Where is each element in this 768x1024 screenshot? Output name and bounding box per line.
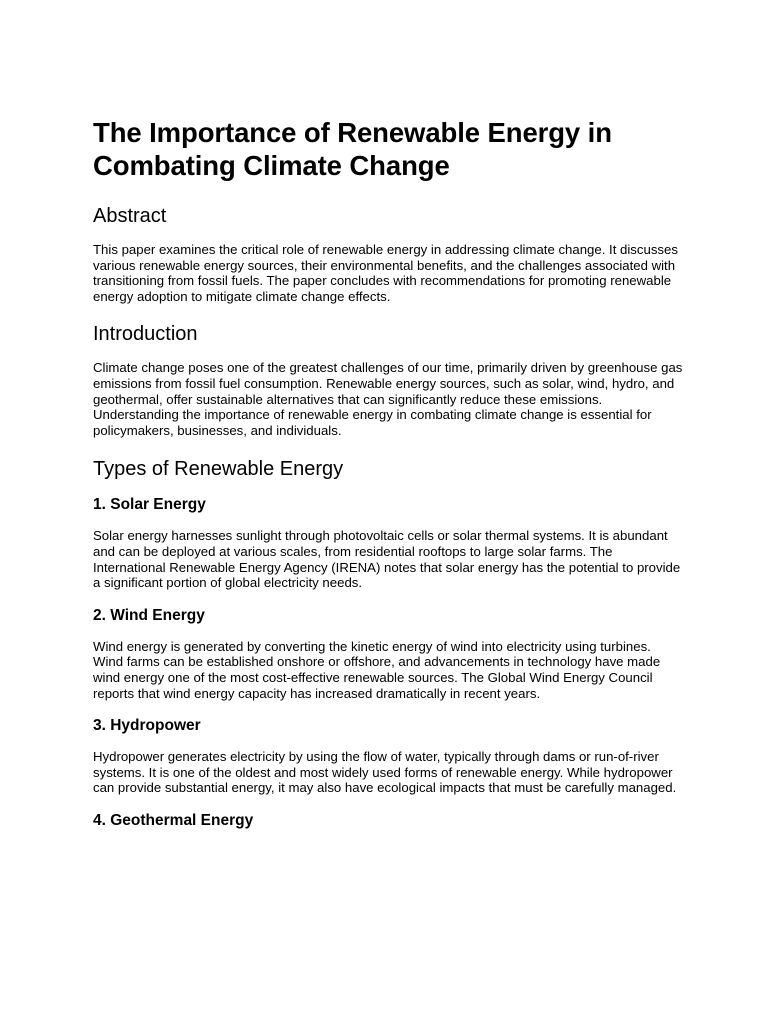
hydropower-paragraph: Hydropower generates electricity by using the flow of water, typically through dams or run-of-river systems. It is one of the oldest and most widely used forms of renewable energy. While hydropower can provide substantial energy, it may also have ecological impacts that must be carefully managed. [93, 749, 677, 796]
geothermal-energy-heading: 4. Geothermal Energy [93, 811, 254, 829]
hydropower-heading: 3. Hydropower [93, 717, 201, 735]
document-page [93, 116, 683, 830]
introduction-heading: Introduction [93, 323, 198, 346]
wind-energy-paragraph: Wind energy is generated by converting the kinetic energy of wind into electricity using turbines. Wind farms can be established onshore or offshore, and advancements in technology have made wind energy one of the most cost-effective renewable sources. The Global Wind Energy Council reports that wind energy capacity has increased dramatically in recent years. [93, 638, 661, 701]
document-title: The Importance of Renewable Energy in Combating Climate Change [93, 117, 612, 181]
abstract-paragraph: This paper examines the critical role of renewable energy in addressing climate change. It discusses various renewable energy sources, their environmental benefits, and the challenges associated with transitioning from fossil fuels. The paper concludes with recommendations for promoting renewable energy adoption to mitigate climate change effects. [93, 242, 678, 304]
solar-energy-paragraph: Solar energy harnesses sunlight through photovoltaic cells or solar thermal systems. It is abundant and can be deployed at various scales, from residential rooftops to large solar farms. The International Renewable Energy Agency (IRENA) notes that solar energy has the potential to provide a significant portion of global electricity needs. [93, 528, 681, 591]
solar-energy-heading: 1. Solar Energy [93, 496, 206, 514]
abstract-heading: Abstract [93, 205, 167, 227]
wind-energy-heading: 2. Wind Energy [93, 606, 205, 624]
introduction-paragraph: Climate change poses one of the greatest challenges of our time, primarily driven by greenhouse gas emissions from fossil fuel consumption. Renewable energy sources, such as solar, wind, hydro, and geothermal, offer sustainable alternatives that can significantly reduce these emissions. Understanding the importance of renewable energy in combating climate change is essential for policymakers, businesses, and individuals. [93, 360, 683, 438]
types-heading: Types of Renewable Energy [93, 458, 344, 481]
